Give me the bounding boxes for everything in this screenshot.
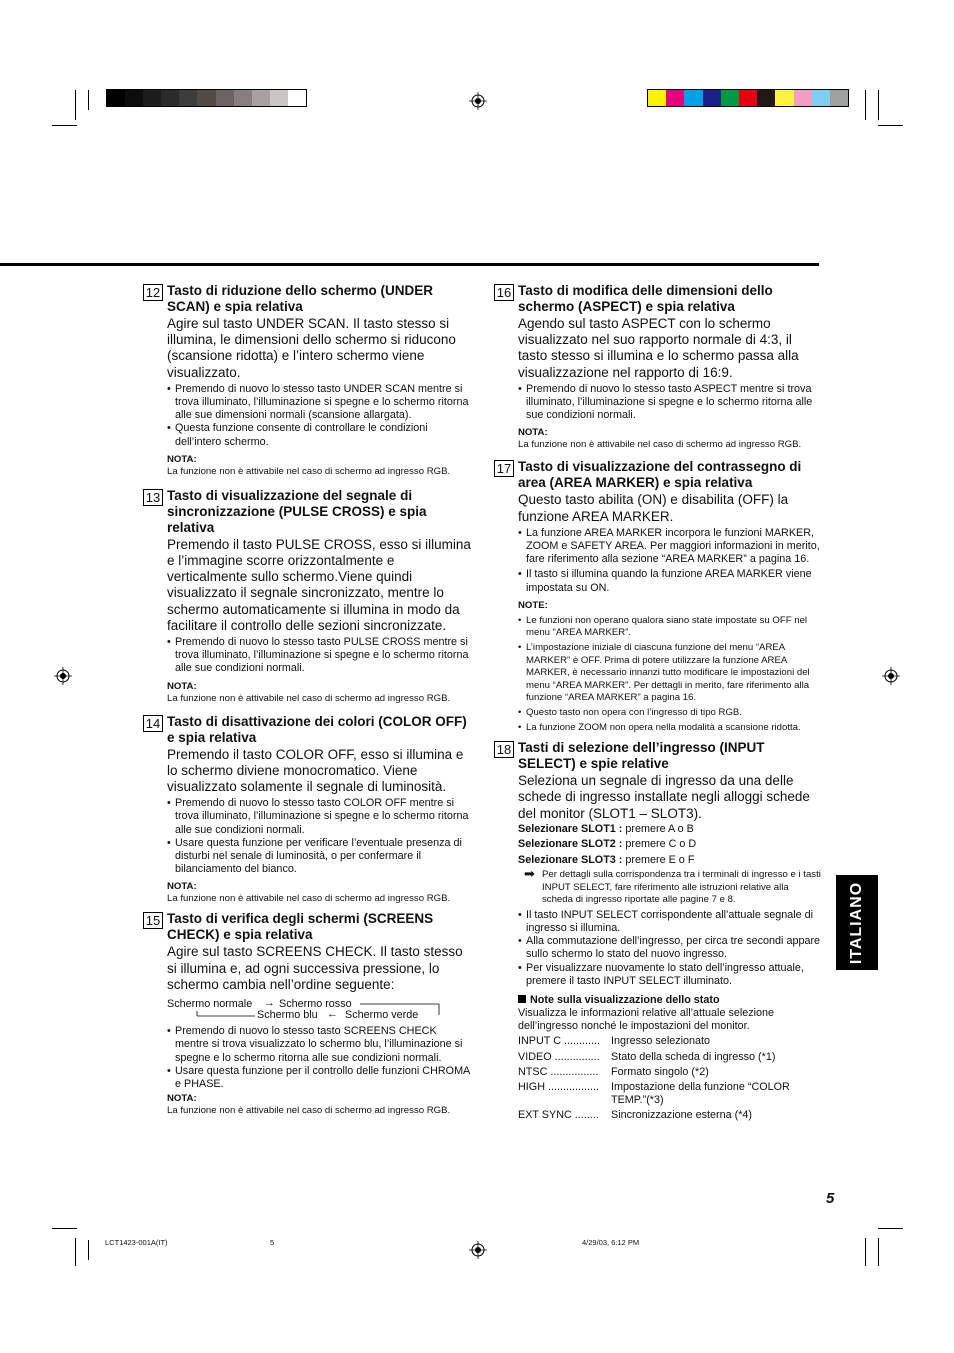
- note-list: [518, 615, 822, 734]
- status-row: VIDEO ............... Stato della scheda di ingresso (*1): [518, 1050, 776, 1063]
- color-swatch: [107, 90, 125, 106]
- color-swatch: [775, 90, 793, 106]
- color-calibration-bar: [647, 89, 849, 107]
- section-title: Tasto di disattivazione dei colori (COLOR OFF) e spia relativa: [167, 713, 467, 745]
- header-rule: [0, 263, 819, 266]
- list-item: • Questo tasto non opera con l’ingresso di tipo RGB.: [518, 707, 822, 720]
- list-item: • Il tasto si illumina quando la funzione AREA MARKER viene impostata su ON.: [518, 568, 822, 594]
- flow-connector: [167, 998, 467, 1022]
- list-item: • Usare questa funzione per il controllo delle funzioni CHROMA e PHASE.: [167, 1065, 471, 1091]
- section-number: 13: [143, 489, 163, 506]
- section-14: [143, 714, 471, 906]
- crop-mark: [88, 1240, 89, 1260]
- flow-step: Schermo verde: [345, 1009, 419, 1022]
- list-item: • Premendo di nuovo lo stesso tasto PULSE CROSS mentre si trova illuminato, l’illuminazione si spegne e lo schermo ritorna alle sue condizioni normali.: [167, 636, 471, 676]
- section-title: Tasto di verifica degli schermi (SCREENS CHECK) e spia relativa: [167, 911, 434, 943]
- list-item: • Premendo di nuovo lo stesso tasto SCREENS CHECK mentre si trova visualizzato lo schermo blu, l’illuminazione si spegne e lo schermo ritorna alle sue condizioni normali.: [167, 1025, 471, 1065]
- bullet-list: [518, 527, 822, 595]
- bullet-list: [167, 797, 471, 876]
- status-intro: Visualizza le informazioni relative all’attuale selezione dell’ingresso nonché le impostazioni del monitor.: [518, 1007, 775, 1033]
- section-body: Premendo il tasto COLOR OFF, esso si illumina e lo schermo diviene monocromatico. Viene visualizzato solamente il segnale di luminosità.: [167, 746, 464, 795]
- color-swatch: [666, 90, 684, 106]
- crop-mark: [75, 1238, 76, 1266]
- color-swatch: [143, 90, 161, 106]
- list-item: • Per visualizzare nuovamente lo stato dell’ingresso attuale, premere il tasto INPUT SELECT illuminato.: [518, 962, 822, 988]
- status-row: NTSC ................ Formato singolo (*2): [518, 1065, 709, 1078]
- crop-mark: [878, 125, 903, 126]
- color-swatch: [812, 90, 830, 106]
- section-title: Tasto di visualizzazione del segnale di sincronizzazione (PULSE CROSS) e spia relativa: [167, 487, 427, 535]
- section-body: Seleziona un segnale di ingresso da una delle schede di ingresso installate negli alloggi schede del monitor (SLOT1 – SLOT3).: [518, 773, 810, 821]
- arrow-left-icon: ←: [327, 1008, 338, 1021]
- color-swatch: [648, 90, 666, 106]
- flow-step: Schermo blu: [257, 1009, 318, 1022]
- note-text: La funzione non è attivabile nel caso di schermo ad ingresso RGB.: [167, 692, 451, 704]
- list-item: • Premendo di nuovo lo stesso tasto UNDER SCAN mentre si trova illuminato, l’illuminazione si spegne e lo schermo ritorna alle sue dimensioni normali (scansione allargata).: [167, 383, 471, 423]
- registration-mark-icon: [882, 667, 900, 685]
- section-number: 16: [494, 284, 514, 301]
- flow-step: Schermo rosso: [279, 998, 352, 1011]
- color-swatch: [270, 90, 288, 106]
- section-body: Questo tasto abilita (ON) e disabilita (OFF) la funzione AREA MARKER.: [518, 492, 789, 524]
- status-row: HIGH ................. Impostazione della funzione “COLOR TEMP.”(*3): [518, 1080, 790, 1106]
- note-label: NOTA:: [167, 881, 197, 893]
- section-13: [143, 488, 471, 705]
- color-swatch: [739, 90, 757, 106]
- flow-step: Schermo normale: [167, 998, 253, 1011]
- bullet-list: [518, 383, 822, 423]
- list-item: • Questa funzione consente di controllare le condizioni dell’intero schermo.: [167, 422, 471, 448]
- section-17: [494, 459, 822, 734]
- section-16: [494, 283, 822, 451]
- section-number: 18: [494, 741, 514, 758]
- crop-mark: [52, 125, 77, 126]
- note-label: NOTA:: [167, 453, 197, 465]
- section-title: Tasto di modifica delle dimensioni dello schermo (ASPECT) e spia relativa: [518, 283, 773, 314]
- note-label: NOTA:: [518, 427, 548, 439]
- color-swatch: [703, 90, 721, 106]
- slot-row: Selezionare SLOT3 : premere E o F: [518, 853, 695, 866]
- crop-mark: [75, 90, 76, 120]
- color-swatch: [830, 90, 848, 106]
- note-label: NOTA:: [167, 1093, 197, 1105]
- section-body: Agendo sul tasto ASPECT con lo schermo visualizzato nel suo rapporto normale di 4:3, il tasto stesso si illumina e lo schermo passa alla visualizzazione nel rapporto di 16:9.: [518, 316, 799, 380]
- registration-mark-icon: [469, 92, 487, 110]
- list-item: • La funzione ZOOM non opera nella modalità a scansione ridotta.: [518, 722, 822, 735]
- left-column: [143, 283, 471, 1121]
- bullet-list: [518, 909, 822, 988]
- bullet-list: [167, 1025, 471, 1091]
- list-item: • Il tasto INPUT SELECT corrispondente all’attuale segnale di ingresso si illumina.: [518, 909, 822, 935]
- section-number: 12: [143, 284, 163, 301]
- registration-mark-icon: [54, 667, 72, 685]
- color-swatch: [125, 90, 143, 106]
- section-18: [494, 740, 822, 1122]
- reference-note: ➡ Per dettagli sulla corrispondenza tra i terminali di ingresso e i tasti INPUT SELECT, fare riferimento alle istruzioni relative alla scheda di ingresso riportate alle pagine 7 e 8.: [524, 866, 821, 906]
- note-text: La funzione non è attivabile nel caso di schermo ad ingresso RGB.: [167, 1105, 451, 1117]
- list-item: • Premendo di nuovo lo stesso tasto ASPECT mentre si trova illuminato, l’illuminazione si spegne e lo schermo ritorna alle sue condizioni normali.: [518, 383, 822, 423]
- note-text: La funzione non è attivabile nel caso di schermo ad ingresso RGB.: [518, 439, 802, 451]
- square-bullet-icon: [518, 995, 526, 1003]
- section-title: Tasto di visualizzazione del contrassegno di area (AREA MARKER) e spia relativa: [518, 459, 802, 491]
- list-item: • La funzione AREA MARKER incorpora le funzioni MARKER, ZOOM e SAFETY AREA. Per maggiori informazioni in merito, fare riferimento alla sezione “AREA MARKER” a pagina 16.: [518, 527, 822, 567]
- note-text: La funzione non è attivabile nel caso di schermo ad ingresso RGB.: [167, 465, 451, 477]
- list-item: • L’impostazione iniziale di ciascuna funzione del menu “AREA MARKER” è OFF. Prima di potere utilizzare la funzione AREA MARKER, è necessario innanzi tutto modificare le impostazioni del menu “AREA MARKER”. Per dettagli in merito, fare riferimento alla funzione “AREA MARKER” a pagina 16.: [518, 642, 822, 705]
- crop-mark: [865, 90, 866, 120]
- crop-mark: [88, 90, 89, 110]
- list-item: • Alla commutazione dell’ingresso, per circa tre secondi appare sullo schermo lo stato del nuovo ingresso.: [518, 935, 822, 961]
- list-item: • Le funzioni non operano qualora siano state impostate su OFF nel menu “AREA MARKER”.: [518, 615, 822, 640]
- color-swatch: [161, 90, 179, 106]
- page-number: 5: [826, 1190, 835, 1207]
- footer-code: LCT1423-001A(IT): [105, 1238, 168, 1247]
- color-swatch: [288, 90, 306, 106]
- grayscale-calibration-bar: [106, 89, 307, 107]
- color-swatch: [216, 90, 234, 106]
- color-swatch: [721, 90, 739, 106]
- footer-date: 4/29/03, 6:12 PM: [582, 1238, 640, 1247]
- slot-row: Selezionare SLOT2 : premere C o D: [518, 838, 697, 851]
- crop-mark: [878, 1238, 879, 1266]
- crop-mark: [865, 1238, 866, 1266]
- crop-mark: [878, 90, 879, 120]
- section-number: 14: [143, 715, 163, 732]
- list-item: • Premendo di nuovo lo stesso tasto COLOR OFF mentre si trova illuminato, l’illuminazione si spegne e lo schermo ritorna alle sue condizioni normali.: [167, 797, 471, 837]
- section-15: [143, 911, 471, 1117]
- section-body: Agire sul tasto UNDER SCAN. Il tasto stesso si illumina, le dimensioni dello schermo si riducono (scansione ridotta) e l’intero schermo viene visualizzato.: [167, 316, 456, 380]
- color-swatch: [757, 90, 775, 106]
- color-swatch: [234, 90, 252, 106]
- list-item: • Usare questa funzione per verificare l’eventuale presenza di disturbi nel senale di luminosità, o per confermare il bilanciamento del bianco.: [167, 837, 471, 877]
- arrow-right-icon: →: [264, 997, 275, 1010]
- note-label: NOTE:: [518, 599, 548, 611]
- right-column: [494, 283, 822, 1126]
- section-number: 17: [494, 460, 514, 477]
- bullet-list: [167, 636, 471, 676]
- color-swatch: [794, 90, 812, 106]
- slot-row: Selezionare SLOT1 : premere A o B: [518, 822, 694, 835]
- status-row: INPUT C ............ Ingresso selezionato: [518, 1035, 711, 1048]
- color-swatch: [252, 90, 270, 106]
- pointing-arrow-icon: ➡: [524, 866, 535, 882]
- bullet-list: [167, 383, 471, 449]
- section-body: Agire sul tasto SCREENS CHECK. Il tasto stesso si illumina e, ad ogni successiva pressione, lo schermo cambia nell’ordine seguente:: [167, 944, 463, 992]
- section-title: Tasto di riduzione dello schermo (UNDER SCAN) e spia relativa: [167, 283, 434, 314]
- status-row: EXT SYNC ........ Sincronizzazione esterna (*4): [518, 1109, 753, 1122]
- status-heading: Note sulla visualizzazione dello stato: [518, 993, 822, 1007]
- footer-page: 5: [270, 1238, 275, 1247]
- color-swatch: [684, 90, 702, 106]
- screen-order-diagram: [167, 998, 471, 1022]
- section-body: Premendo il tasto PULSE CROSS, esso si illumina e l’immagine scorre orizzontalmente e verticalmente sullo schermo.Viene quindi visualizzato il segnale sincronizzato, mentre lo schermo automaticamente si illumina in modo da facilitare il controllo delle sezioni sincronizzate.: [167, 536, 471, 633]
- section-title: Tasti di selezione dell’ingresso (INPUT SELECT) e spie relative: [518, 740, 765, 772]
- language-tab: ITALIANO: [836, 875, 878, 970]
- color-swatch: [179, 90, 197, 106]
- note-label: NOTA:: [167, 680, 197, 692]
- section-number: 15: [143, 912, 163, 929]
- note-text: La funzione non è attivabile nel caso di schermo ad ingresso RGB.: [167, 893, 451, 905]
- registration-mark-icon: [469, 1241, 487, 1259]
- color-swatch: [197, 90, 215, 106]
- crop-mark: [878, 1228, 903, 1229]
- section-12: [143, 283, 471, 478]
- crop-mark: [52, 1228, 77, 1229]
